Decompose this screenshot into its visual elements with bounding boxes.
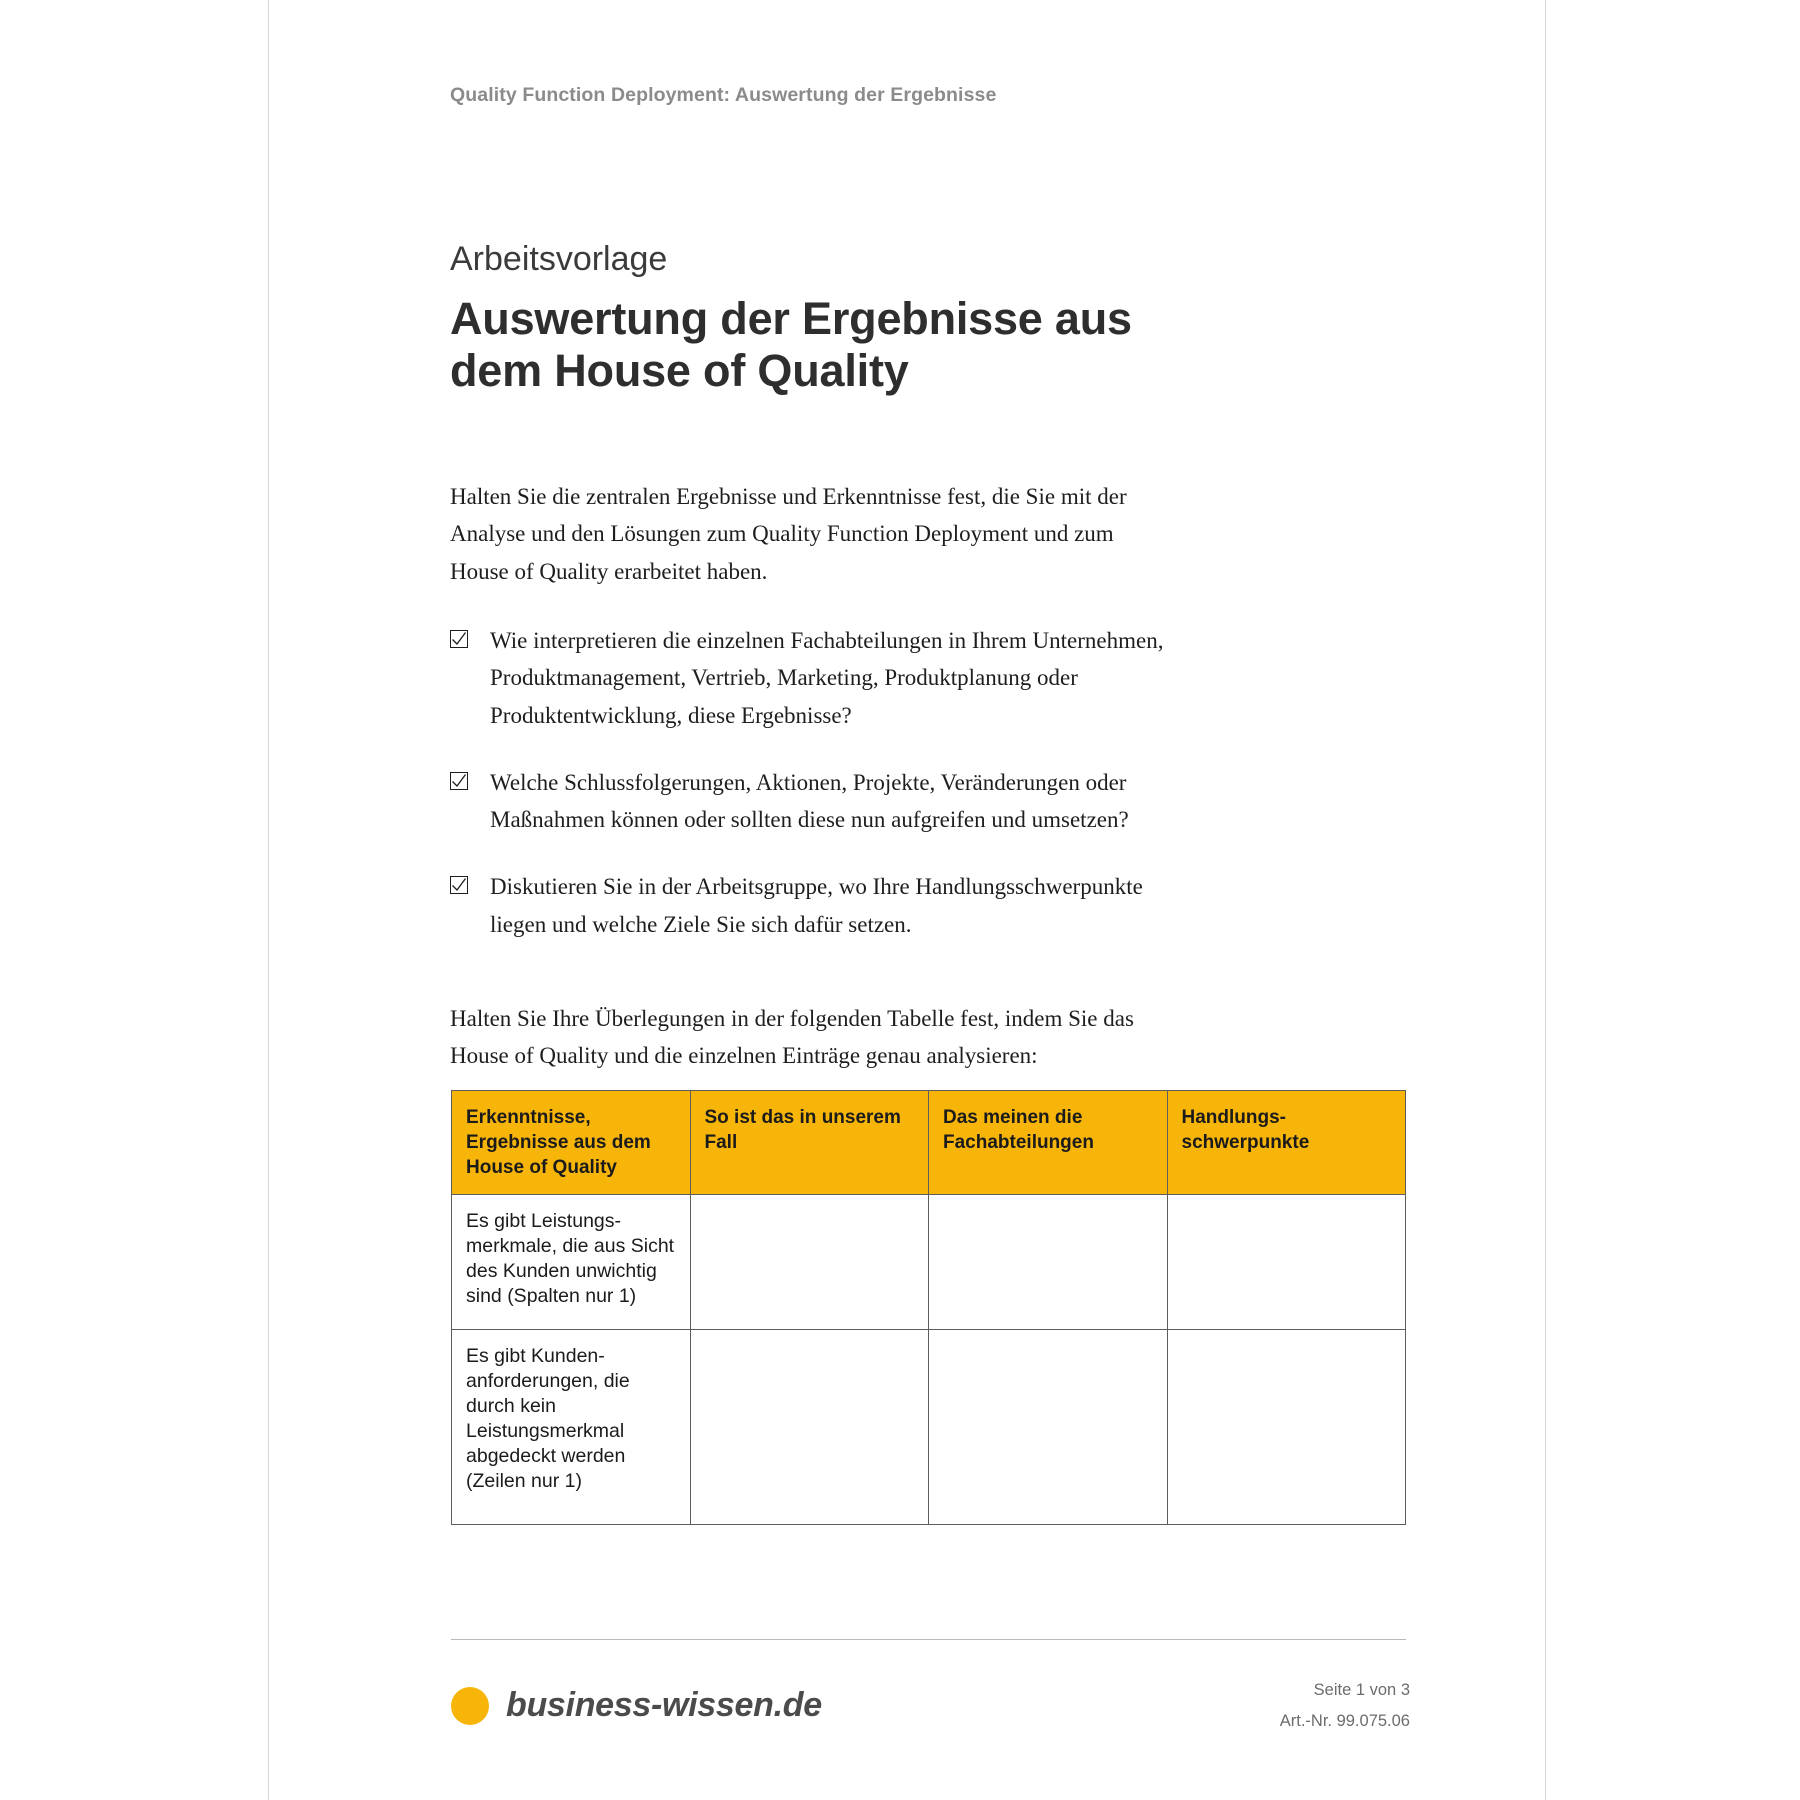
table-column-header-unser-fall: So ist das in unserem Fall [690,1091,929,1195]
table-cell-input[interactable] [1167,1330,1406,1525]
worksheet-table [451,1090,1406,1525]
brand-logo [451,1686,822,1725]
table-row [452,1195,1406,1330]
list-item-label: Wie interpretieren die einzelnen Fachabteilungen in Ihrem Unternehmen, Produktmanagement, Vertrieb, Marketing, Produktplanung oder Produktentwicklung, diese Ergebnisse? [490,628,1164,728]
checkbox-checked-icon [450,772,468,790]
checkbox-checked-icon [450,876,468,894]
table-row-label: Es gibt Kunden-anforderungen, die durch kein Leistungsmerkmal abgedeckt werden (Zeilen nur 1) [452,1330,691,1525]
table-row [452,1330,1406,1525]
running-head: Quality Function Deployment: Auswertung der Ergebnisse [450,84,997,106]
table-column-header-erkenntnisse: Erkenntnisse, Ergebnisse aus dem House of Quality [452,1091,691,1195]
list-item-label: Diskutieren Sie in der Arbeitsgruppe, wo Ihre Handlungsschwerpunkte liegen und welche Ziele Sie sich dafür setzen. [490,874,1143,937]
document-kicker: Arbeitsvorlage [450,240,668,278]
list-item-label: Welche Schlussfolgerungen, Aktionen, Projekte, Veränderungen oder Maßnahmen können oder sollten diese nun aufgreifen und umsetzen? [490,769,1129,832]
table-row-label: Es gibt Leistungs-merkmale, die aus Sicht des Kunden unwichtig sind (Spalten nur 1) [452,1195,691,1330]
checkbox-bullet-list [450,622,1190,973]
document-page [268,0,1546,1800]
footer-meta [1090,1675,1410,1736]
table-header-row [452,1091,1406,1195]
page-number: Seite 1 von 3 [1313,1681,1410,1699]
table-cell-input[interactable] [690,1330,929,1525]
table-cell-input[interactable] [1167,1195,1406,1330]
checkbox-checked-icon [450,630,468,648]
table-cell-input[interactable] [929,1195,1168,1330]
list-item [450,622,1190,734]
table-intro-paragraph: Halten Sie Ihre Überlegungen in der folgenden Tabelle fest, indem Sie das House of Quality und die einzelnen Einträge genau analysieren: [450,1006,1134,1069]
table-cell-input[interactable] [929,1330,1168,1525]
intro-paragraph: Halten Sie die zentralen Ergebnisse und Erkenntnisse fest, die Sie mit der Analyse und den Lösungen zum Quality Function Deployment und zum House of Quality erarbeitet haben. [450,484,1127,584]
brand-name: business-wissen.de [506,1686,822,1724]
page-content [450,0,1410,1800]
article-number: Art.-Nr. 99.075.06 [1279,1711,1410,1730]
footer-divider [451,1639,1406,1640]
brand-dot-icon [451,1687,489,1725]
table-column-header-handlungsschwerpunkte: Handlungs-schwerpunkte [1167,1091,1406,1195]
list-item [450,868,1190,943]
table-cell-input[interactable] [690,1195,929,1330]
page-title: Auswertung der Ergebnisse aus dem House of Quality [450,293,1132,397]
list-item [450,764,1190,839]
table-column-header-fachabteilungen: Das meinen die Fachabteilungen [929,1091,1168,1195]
